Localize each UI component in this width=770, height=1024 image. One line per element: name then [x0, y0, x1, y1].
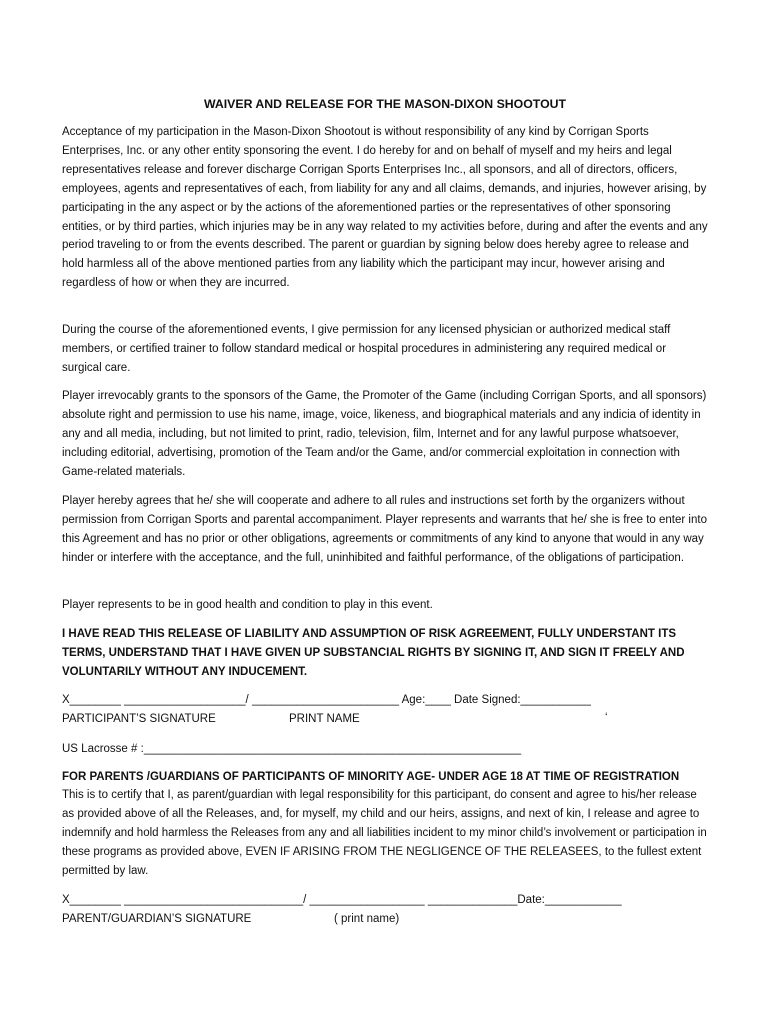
guardian-print-name-label: ( print name)	[334, 913, 400, 925]
paragraph-release: Acceptance of my participation in the Mason-Dixon Shootout is without responsibility of any kind by Corrigan Sports Enterprises, Inc. or any other entity sponsoring the event. I do hereby for and on behalf of myself and my heirs and legal representatives release and forever discharge Corrigan Sports Enterprises Inc., all sponsors, and all of directors, officers, employees, agents and representatives of each, from liability for any and all claims, demands, and injuries, however arising, by participating in the any aspect or by the actions of the aforementioned parties or the representatives of other sponsoring entities, or by third parties, which injuries may be in any way related to my activities before, during and after the events and any period traveling to or from the events described. The parent or guardian by signing below does hereby agree to release and hold harmless all of the above mentioned parties from any liability which the participant may incur, however arising and regardless of how or when they are incurred.	[62, 126, 708, 290]
participant-signature-line[interactable]: X________ ___________________/ _______________________ Age:____ Date Signed:___________	[62, 694, 591, 706]
us-lacrosse-number-line[interactable]: US Lacrosse # :___________________________________________________________	[62, 743, 522, 755]
guardian-heading: FOR PARENTS /GUARDIANS OF PARTICIPANTS OF MINORITY AGE- UNDER AGE 18 AT TIME OF REGISTRATION	[62, 771, 680, 783]
paragraph-cooperation: Player hereby agrees that he/ she will cooperate and adhere to all rules and instructions set forth by the organizers without permission from Corrigan Sports and parental accompaniment. Player represents and warrants that he/ she is free to enter into this Agreement and has no prior or other obligations, agreements or commitments of any kind to anyone that would in any way hinder or interfere with the acceptance, and the full, uninhibited and faithful performance, of the obligations of participation.	[62, 495, 707, 564]
stray-mark: ‘	[605, 712, 608, 724]
document-title: WAIVER AND RELEASE FOR THE MASON-DIXON SHOOTOUT	[203, 97, 567, 111]
paragraph-publicity: Player irrevocably grants to the sponsors of the Game, the Promoter of the Game (including Corrigan Sports, and all sponsors) absolute right and permission to use his name, image, voice, likeness, and biographical materials and any indicia of identity in any and all media, including, but not limited to print, radio, television, film, Internet and for any lawful purpose whatsoever, including editorial, advertising, promotion of the Team and/or the Game, and/or commercial exploitation in connection with Game-related materials.	[62, 390, 707, 478]
guardian-consent-text: This is to certify that I, as parent/guardian with legal responsibility for this participant, do consent and agree to his/her release as provided above of all the Releases, and, for myself, my child and our heirs, assigns, and next of kin, I release and agree to indemnify and hold harmless the Releases from any and all liabilities incident to my minor child’s involvement or participation in these programs as provided above, EVEN IF ARISING FROM THE NEGLIGENCE OF THE RELEASEES, to the fullest extent permitted by law.	[62, 789, 707, 877]
paragraph-health: Player represents to be in good health and condition to play in this event.	[62, 599, 433, 611]
guardian-signature-line[interactable]: X________ ____________________________/ __________________ ______________Date:____________	[62, 894, 622, 906]
participant-print-name-label: PRINT NAME	[289, 713, 360, 725]
acknowledgement-statement: I HAVE READ THIS RELEASE OF LIABILITY AND ASSUMPTION OF RISK AGREEMENT, FULLY UNDERSTANT ITS TERMS, UNDERSTAND THAT I HAVE GIVEN UP SUBSTANCIAL RIGHTS BY SIGNING IT, AND SIGN IT FREELY AND VOLUNTARILY WITHOUT ANY INDUCEMENT.	[62, 628, 685, 678]
guardian-signature-label: PARENT/GUARDIAN’S SIGNATURE	[62, 913, 252, 925]
paragraph-medical: During the course of the aforementioned events, I give permission for any licensed physician or authorized medical staff members, or certified trainer to follow standard medical or hospital procedures in administering any required medical or surgical care.	[62, 324, 671, 374]
participant-signature-label: PARTICIPANT’S SIGNATURE	[62, 713, 216, 725]
